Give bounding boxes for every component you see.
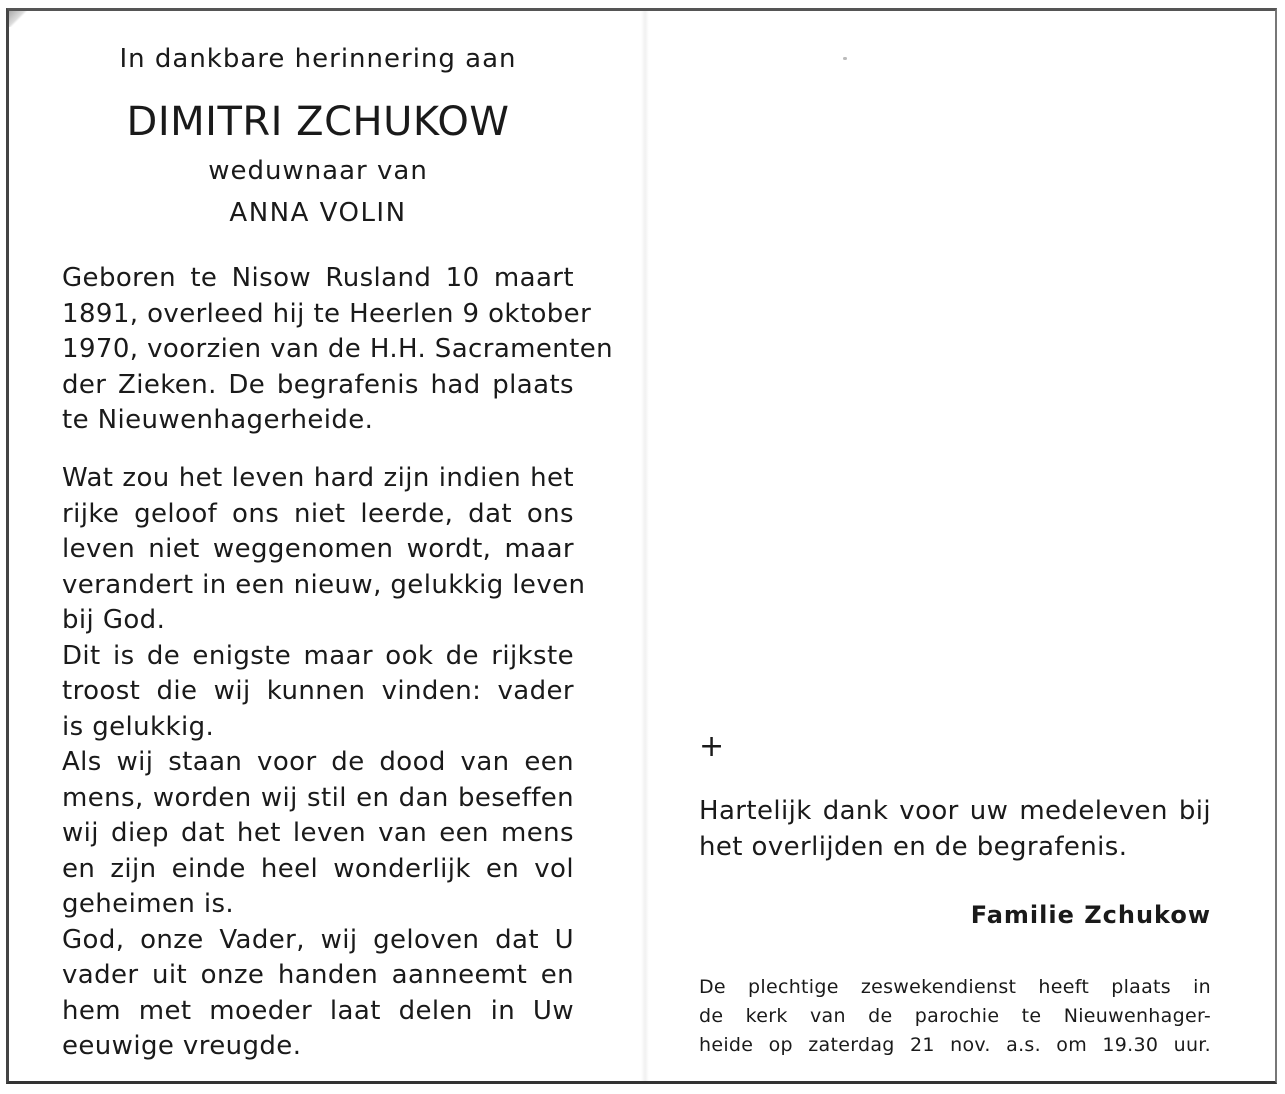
bio-line: 1891, overleed hij te Heerlen 9 oktober	[62, 298, 592, 329]
poem-line: Dit is de enigste maar ook de rijkste	[62, 640, 574, 671]
thanks-paragraph	[699, 794, 1211, 865]
paper-speck	[843, 57, 847, 60]
spouse-name: ANNA VOLIN	[229, 198, 407, 228]
deceased-name: DIMITRI ZCHUKOW	[126, 99, 510, 145]
service-line: de kerk van de parochie te Nieuwenhager-	[699, 1005, 1211, 1027]
intro-text: In dankbare herinnering aan	[119, 44, 517, 74]
bio-line: Geboren te Nisow Rusland 10 maart	[62, 263, 574, 293]
service-notice	[699, 973, 1211, 1060]
memorial-card	[6, 8, 1277, 1084]
thanks-line: het overlijden en de begrafenis.	[699, 831, 1128, 862]
service-line: heide op zaterdag 21 nov. a.s. om 19.30 uur.	[699, 1034, 1211, 1056]
bio-line: der Zieken. De begrafenis had plaats	[62, 369, 574, 400]
poem-line: geheimen is.	[62, 889, 235, 919]
poem-line: troost die wij kunnen vinden: vader	[62, 676, 574, 706]
poem-line: Als wij staan voor de dood van een	[62, 747, 574, 777]
biography-paragraph	[62, 261, 614, 439]
poem-line: vader uit onze handen aanneemt en	[62, 960, 574, 990]
poem-line: hem met moeder laat delen in Uw	[62, 995, 574, 1026]
poem-line: bij God.	[62, 605, 166, 635]
poem-line: wij diep dat het leven van een mens	[62, 818, 574, 848]
bio-line: te Nieuwenhagerheide.	[62, 405, 374, 435]
poem-line: eeuwige vreugde.	[62, 1031, 302, 1061]
poem-line: God, onze Vader, wij geloven dat U	[62, 924, 574, 955]
card-fold	[641, 11, 649, 1081]
card-corner	[9, 11, 27, 27]
cross-symbol: +	[699, 729, 725, 764]
poem-line: is gelukkig.	[62, 711, 215, 742]
widow-label: weduwnaar van	[208, 156, 428, 186]
reflection-paragraph	[62, 461, 586, 1065]
poem-line: rijke geloof ons niet leerde, dat ons	[62, 498, 574, 529]
poem-line: verandert in een nieuw, gelukkig leven	[62, 569, 586, 600]
poem-line: leven niet weggenomen wordt, maar	[62, 534, 574, 564]
poem-line: mens, worden wij stil en dan beseffen	[62, 782, 574, 813]
poem-line: en zijn einde heel wonderlijk en vol	[62, 853, 574, 884]
thanks-line: Hartelijk dank voor uw medeleven bij	[699, 796, 1211, 826]
family-signature: Familie Zchukow	[970, 901, 1211, 929]
poem-line: Wat zou het leven hard zijn indien het	[62, 463, 574, 493]
bio-line: 1970, voorzien van de H.H. Sacramenten	[62, 334, 614, 364]
service-line: De plechtige zeswekendienst heeft plaats in	[699, 976, 1211, 998]
